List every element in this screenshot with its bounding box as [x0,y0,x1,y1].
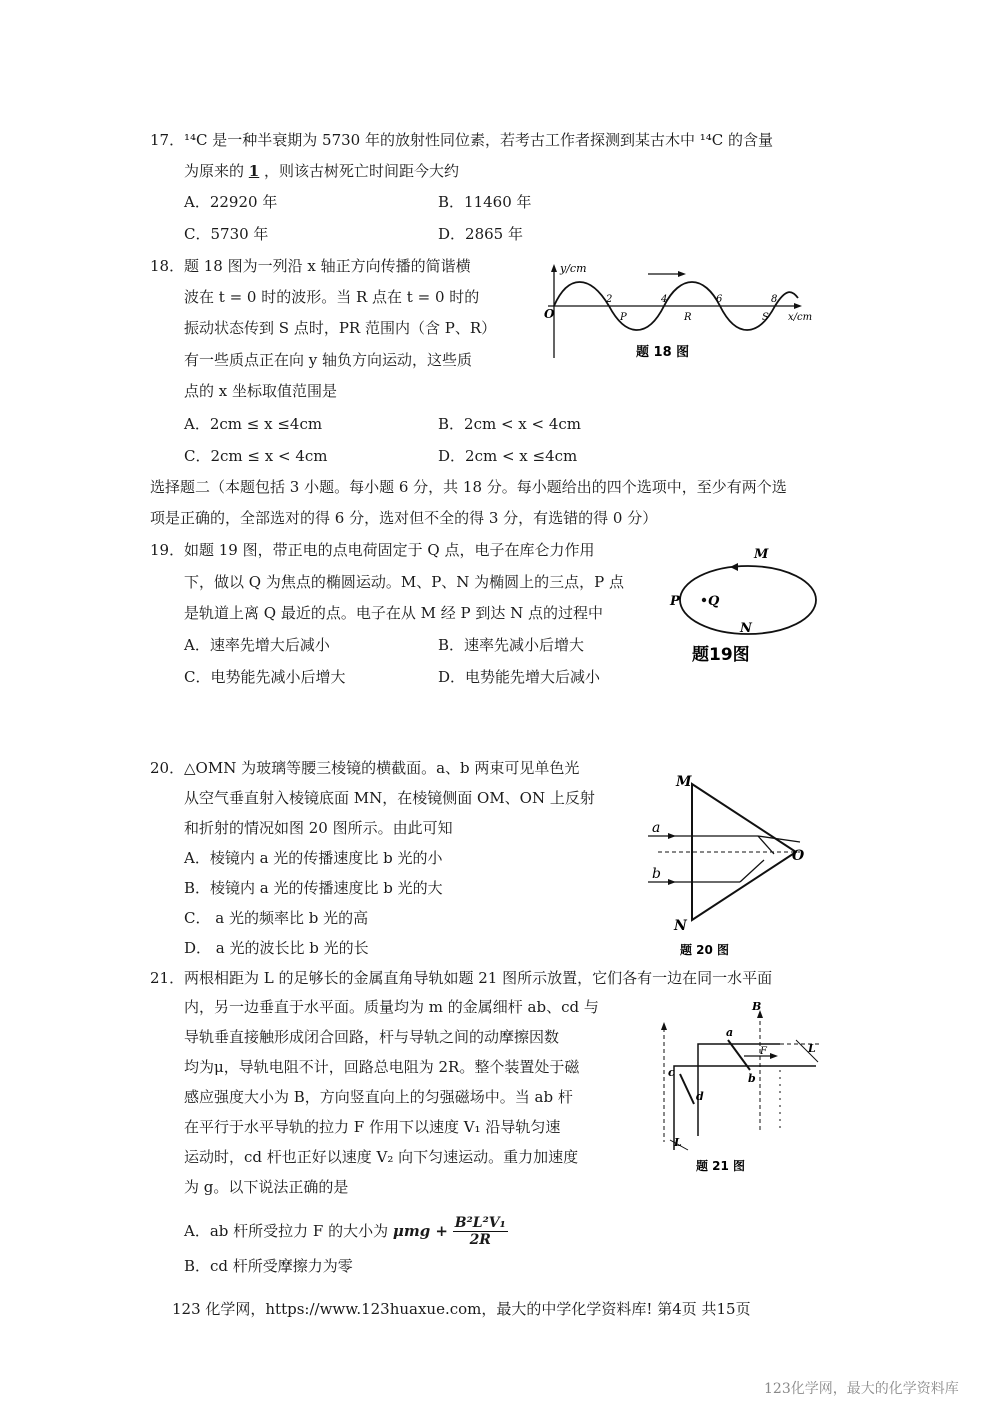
q18-stem-line5: 点的 x 坐标取值范围是 [184,382,337,400]
q19-stem-line1: 如题 19 图，带正电的点电荷固定于 Q 点，电子在库仑力作用 [184,541,595,559]
q17-fraction: 1 [248,162,260,180]
q20-option-a: A．棱镜内 a 光的传播速度比 b 光的小 [184,849,443,867]
q19-label-n: N [740,621,752,636]
q21-left-guide-arrow [661,1022,667,1030]
section2-line1: 选择题二（本题包括 3 小题。每小题 6 分，共 18 分。每小题给出的四个选项中，至少有两个选 [150,478,787,496]
section2-line2: 项是正确的，全部选对的得 6 分，选对但不全的得 3 分，有选错的得 0 分） [150,509,658,527]
q18-propagation-arrowhead [678,271,686,277]
q18-tick-2: 2 [606,294,613,305]
q19-number: 19． [150,541,185,559]
q20-number: 20． [150,759,185,777]
q20-ray-b-reflect [740,860,764,882]
q21-option-a-text: A．ab 杆所受拉力 F 的大小为 [184,1222,389,1240]
q18-caption: 题 18 图 [636,345,690,360]
q18-stem-line2: 波在 t = 0 时的波形。当 R 点在 t = 0 时的 [184,288,480,306]
q20-option-c: C． a 光的频率比 b 光的高 [184,909,369,927]
q21-formula-numerator: B²L²V₁ [454,1214,506,1231]
q20-ray-b-arrow [668,879,676,885]
q21-label-f: F [760,1046,767,1057]
q19-ellipse-figure [664,540,824,670]
q21-number: 21． [150,969,185,987]
q21-label-bfield: B [752,1000,762,1013]
q21-label-d: d [696,1090,704,1103]
q21-formula-fraction [453,1215,508,1248]
q21-stem-line8: 为 g。以下说法正确的是 [184,1178,349,1196]
q21-stem-line4: 均为μ，导轨电阻不计，回路总电阻为 2R。整个装置处于磁 [184,1058,580,1076]
q19-orbit-direction-arrow [730,563,738,571]
q21-stem-line5: 感应强度大小为 B，方向竖直向上的匀强磁场中。当 ab 杆 [184,1088,573,1106]
q19-option-a: A．速率先增大后减小 [184,636,330,654]
q20-option-b: B．棱镜内 a 光的传播速度比 b 光的大 [184,879,443,897]
q18-ylabel: y/cm [560,262,587,275]
q17-option-c: C．5730 年 [184,225,269,243]
q21-rail-front [674,1066,816,1150]
q20-ray-a-arrow [668,833,676,839]
q20-caption: 题 20 图 [680,943,730,957]
watermark: 123化学网，最大的化学资料库 [764,1381,959,1397]
q19-stem-line2: 下，做以 Q 为焦点的椭圆运动。M、P、N 为椭圆上的三点，P 点 [184,573,625,591]
q17-stem-line1: ¹⁴C 是一种半衰期为 5730 年的放射性同位素，若考古工作者探测到某古木中 ¹⁴C 的含量 [184,131,774,149]
q19-charge-q [702,598,706,602]
q19-option-d: D．电势能先增大后减小 [438,668,601,686]
q21-formula-lead: μmg + [392,1222,449,1240]
q19-option-c: C．电势能先减小后增大 [184,668,346,686]
q20-stem-line2: 从空气垂直射入棱镜底面 MN，在棱镜侧面 OM、ON 上反射 [184,789,595,807]
q20-prism-figure [640,770,820,960]
q21-label-b: b [748,1072,756,1085]
q21-label-l-right: L [808,1042,816,1055]
q21-rod-cd [680,1074,694,1104]
q21-rail-back [698,1044,780,1136]
q18-point-p: P [620,312,627,323]
q20-option-d: D． a 光的波长比 b 光的长 [184,939,369,957]
q20-label-a: a [652,820,661,836]
q17-number: 17． [150,131,185,149]
q20-label-b: b [652,866,661,882]
q18-number: 18． [150,257,185,275]
q21-label-c: c [668,1066,675,1079]
q18-option-b: B．2cm < x < 4cm [438,415,582,433]
q19-label-q: Q [708,594,720,609]
q17-stem-line2-post: ，则该古树死亡时间距今大约 [264,162,460,180]
q21-stem-line6: 在平行于水平导轨的拉力 F 作用下以速度 V₁ 沿导轨匀速 [184,1118,561,1136]
q21-stem-line3: 导轨垂直接触形成闭合回路，杆与导轨之间的动摩擦因数 [184,1028,560,1046]
q21-label-l-left: L [674,1136,682,1149]
q18-y-arrow [551,264,557,272]
q20-label-n: N [674,918,687,934]
q17-option-a: A．22920 年 [184,193,278,211]
q18-point-s: S [762,312,769,323]
q20-ray-a-reflect [758,836,774,854]
q19-label-m: M [754,547,769,562]
q20-stem-line3: 和折射的情况如图 20 图所示。由此可知 [184,819,453,837]
q19-caption: 题19图 [692,645,750,665]
q21-force-arrowhead [770,1053,778,1059]
q20-label-o: O [792,848,805,864]
q18-stem-line4: 有一些质点正在向 y 轴负方向运动，这些质 [184,351,473,369]
q18-origin-label: O [544,307,555,321]
q21-option-b: B．cd 杆所受摩擦力为零 [184,1257,353,1275]
q18-stem-line3: 振动状态传到 S 点时，PR 范围内（含 P、R） [184,319,497,337]
q17-option-d: D．2865 年 [438,225,523,243]
q19-option-b: B．速率先减小后增大 [438,636,585,654]
q21-caption: 题 21 图 [696,1159,746,1173]
q17-stem-line2-pre: 为原来的 [184,162,245,180]
q21-stem-line7: 运动时，cd 杆也正好以速度 V₂ 向下匀速运动。重力加速度 [184,1148,579,1166]
q18-stem-line1: 题 18 图为一列沿 x 轴正方向传播的简谐横 [184,257,471,275]
q21-label-a: a [726,1026,734,1039]
q19-stem-line3: 是轨道上离 Q 最近的点。电子在从 M 经 P 到达 N 点的过程中 [184,604,604,622]
page-footer: 123 化学网，https://www.123huaxue.com，最大的中学化学资料库! 第4页 共15页 [172,1300,751,1318]
q21-stem-line1: 两根相距为 L 的足够长的金属直角导轨如题 21 图所示放置，它们各有一边在同一水平面 [184,969,773,987]
q18-option-a: A．2cm ≤ x ≤4cm [184,415,323,433]
q18-wave-figure [540,258,840,368]
q18-tick-6: 6 [716,294,723,305]
q17-stem-line2 [184,161,459,181]
q19-label-p: P [670,594,680,609]
q18-tick-4: 4 [661,294,668,305]
q18-x-arrow [794,303,802,309]
q21-rail-figure [648,1000,828,1180]
q21-formula-denominator: 2R [469,1231,491,1248]
q18-option-c: C．2cm ≤ x < 4cm [184,447,328,465]
q20-label-m: M [676,774,692,790]
q18-point-r: R [684,312,692,323]
q21-option-a [184,1212,508,1249]
q18-xlabel: x/cm [788,312,813,323]
q18-option-d: D．2cm < x ≤4cm [438,447,578,465]
q17-option-b: B．11460 年 [438,193,532,211]
q21-stem-line2: 内，另一边垂直于水平面。质量均为 m 的金属细杆 ab、cd 与 [184,998,599,1016]
q18-tick-8: 8 [771,294,778,305]
q20-stem-line1: △OMN 为玻璃等腰三棱镜的横截面。a、b 两束可见单色光 [184,759,580,777]
